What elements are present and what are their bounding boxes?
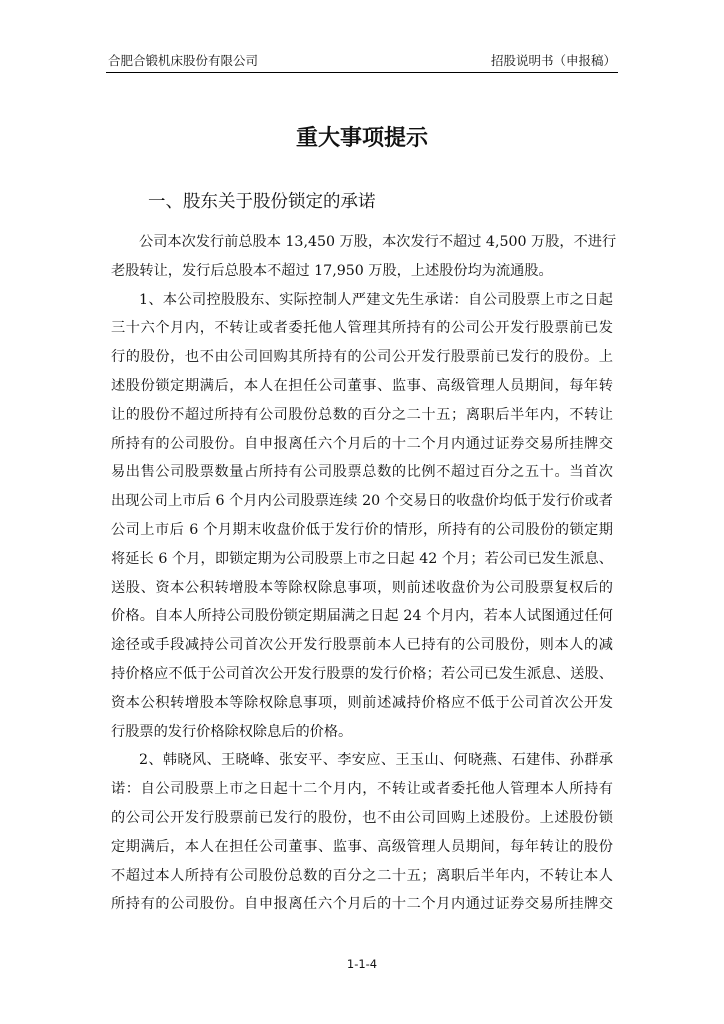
text-line: 2、韩晓风、王晓峰、张安平、李安应、王玉山、何晓燕、石建伟、孙群承 [139, 752, 613, 769]
page-title: 重大事项提示 [295, 126, 428, 151]
text-line: 途径或手段减持公司首次公开发行股票前本人已持有的公司股份，则本人的减 [111, 637, 613, 654]
text-line: 价格。自本人所持公司股份锁定期届满之日起 24 个月内，若本人试图通过任何 [111, 608, 613, 625]
document-type: 招股说明书（申报稿） [490, 53, 616, 68]
text-line: 诺：自公司股票上市之日起十二个月内，不转让或者委托他人管理本人所持有 [111, 781, 613, 798]
text-line: 将延长 6 个月，即锁定期为公司股票上市之日起 42 个月；若公司已发生派息、 [111, 550, 613, 567]
page-number: 1-1-4 [346, 957, 378, 971]
text-line: 三十六个月内，不转让或者委托他人管理其所持有的公司公开发行股票前已发 [111, 320, 613, 337]
text-line: 送股、资本公积转增股本等除权除息事项，则前述收盘价为公司股票复权后的 [111, 579, 613, 596]
page-header [106, 50, 618, 73]
text-line: 行股票的发行价格除权除息后的价格。 [111, 723, 353, 740]
text-line: 持价格应不低于公司首次公开发行股票的发行价格；若公司已发生派息、送股、 [111, 665, 613, 682]
text-line: 资本公积转增股本等除权除息事项，则前述减持价格应不低于公司首次公开发 [111, 694, 613, 711]
text-line: 所持有的公司股份。自申报离任六个月后的十二个月内通过证券交易所挂牌交 [111, 896, 613, 913]
body-text [111, 228, 617, 919]
company-name: 合肥合锻机床股份有限公司 [108, 53, 259, 68]
text-line: 公司本次发行前总股本 13,450 万股，本次发行不超过 4,500 万股，不进行 [139, 234, 617, 250]
text-line: 述股份锁定期满后，本人在担任公司董事、监事、高级管理人员期间，每年转 [111, 377, 613, 394]
text-line: 所持有的公司股份。自申报离任六个月后的十二个月内通过证券交易所挂牌交 [111, 435, 613, 452]
text-line: 公司上市后 6 个月期末收盘价低于发行价的情形，所持有的公司股份的锁定期 [111, 521, 613, 538]
section-heading: 一、股东关于股份锁定的承诺 [148, 192, 376, 212]
text-line: 不超过本人所持有公司股份总数的百分之二十五；离职后半年内，不转让本人 [111, 867, 613, 884]
text-line: 1、本公司控股股东、实际控制人严建文先生承诺：自公司股票上市之日起 [139, 291, 613, 308]
text-line: 行的股份，也不由公司回购其所持有的公司公开发行股票前已发行的股份。上 [111, 349, 613, 366]
text-line: 老股转让，发行后总股本不超过 17,950 万股，上述股份均为流通股。 [111, 262, 553, 279]
text-line: 的公司公开发行股票前已发行的股份，也不由公司回购上述股份。上述股份锁 [111, 809, 613, 826]
text-line: 出现公司上市后 6 个月内公司股票连续 20 个交易日的收盘价均低于发行价或者 [111, 493, 613, 510]
text-line: 让的股份不超过所持有公司股份总数的百分之二十五；离职后半年内，不转让 [111, 406, 613, 423]
text-line: 定期满后，本人在担任公司董事、监事、高级管理人员期间，每年转让的股份 [111, 838, 613, 855]
text-line: 易出售公司股票数量占所持有公司股票总数的比例不超过百分之五十。当首次 [111, 464, 613, 481]
